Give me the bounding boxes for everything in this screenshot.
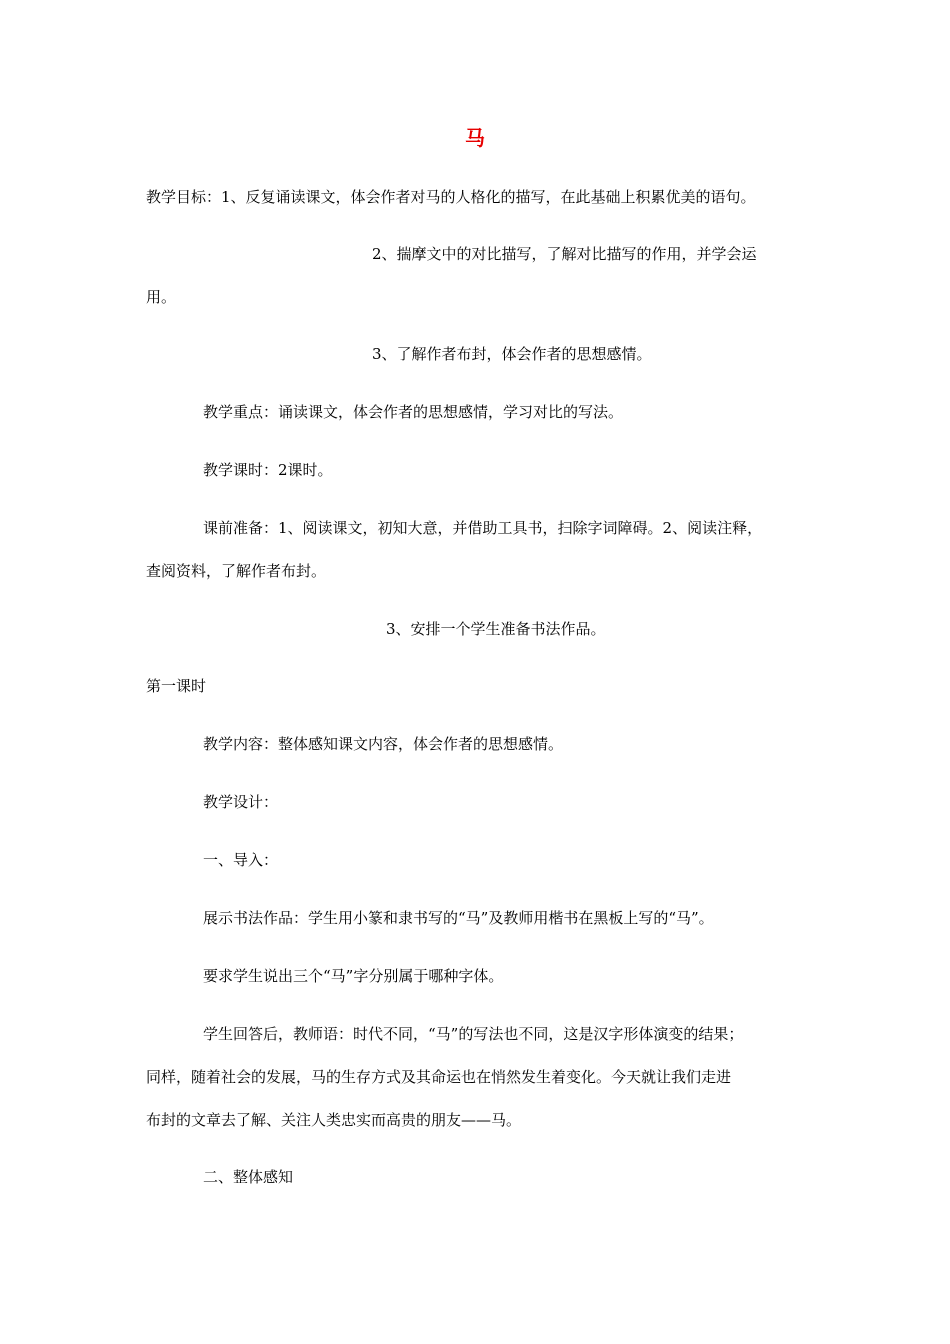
overall-perception-heading: 二、整体感知 [203, 1168, 294, 1186]
teaching-goal-2-line-1: 2、揣摩文中的对比描写，了解对比描写的作用，并学会运 [372, 245, 757, 263]
teaching-key-points: 教学重点：诵读课文，体会作者的思想感情，学习对比的写法。 [203, 403, 624, 421]
teaching-design: 教学设计： [203, 793, 279, 811]
preparation-line-2: 查阅资料，了解作者布封。 [146, 562, 327, 580]
preparation-item-3: 3、安排一个学生准备书法作品。 [386, 620, 606, 638]
teaching-content: 教学内容：整体感知课文内容，体会作者的思想感情。 [203, 735, 564, 753]
document-title: 马 [465, 126, 485, 150]
teacher-speech-line-2: 同样，随着社会的发展，马的生存方式及其命运也在悄然发生着变化。今天就让我们走进 [146, 1068, 732, 1086]
teaching-goal-3: 3、了解作者布封，体会作者的思想感情。 [372, 345, 652, 363]
teacher-speech-line-1: 学生回答后，教师语：时代不同，“马”的写法也不同，这是汉字形体演变的结果； [203, 1025, 744, 1043]
ask-students-paragraph: 要求学生说出三个“马”字分别属于哪种字体。 [203, 967, 504, 985]
show-calligraphy-works: 展示书法作品：学生用小篆和隶书写的“马”及教师用楷书在黑板上写的“马”。 [203, 909, 714, 927]
teaching-hours: 教学课时：2课时。 [203, 461, 333, 479]
introduction-heading: 一、导入： [203, 851, 279, 869]
preparation-line-1: 课前准备：1、阅读课文，初知大意，并借助工具书，扫除字词障碍。2、阅读注释， [203, 519, 763, 537]
teaching-goal-1: 教学目标：1、反复诵读课文，体会作者对马的人格化的描写，在此基础上积累优美的语句。 [146, 188, 756, 206]
teaching-goal-2-line-2: 用。 [146, 288, 177, 306]
lesson-one-heading: 第一课时 [146, 677, 207, 695]
teacher-speech-line-3: 布封的文章去了解、关注人类忠实而高贵的朋友——马。 [146, 1111, 522, 1129]
